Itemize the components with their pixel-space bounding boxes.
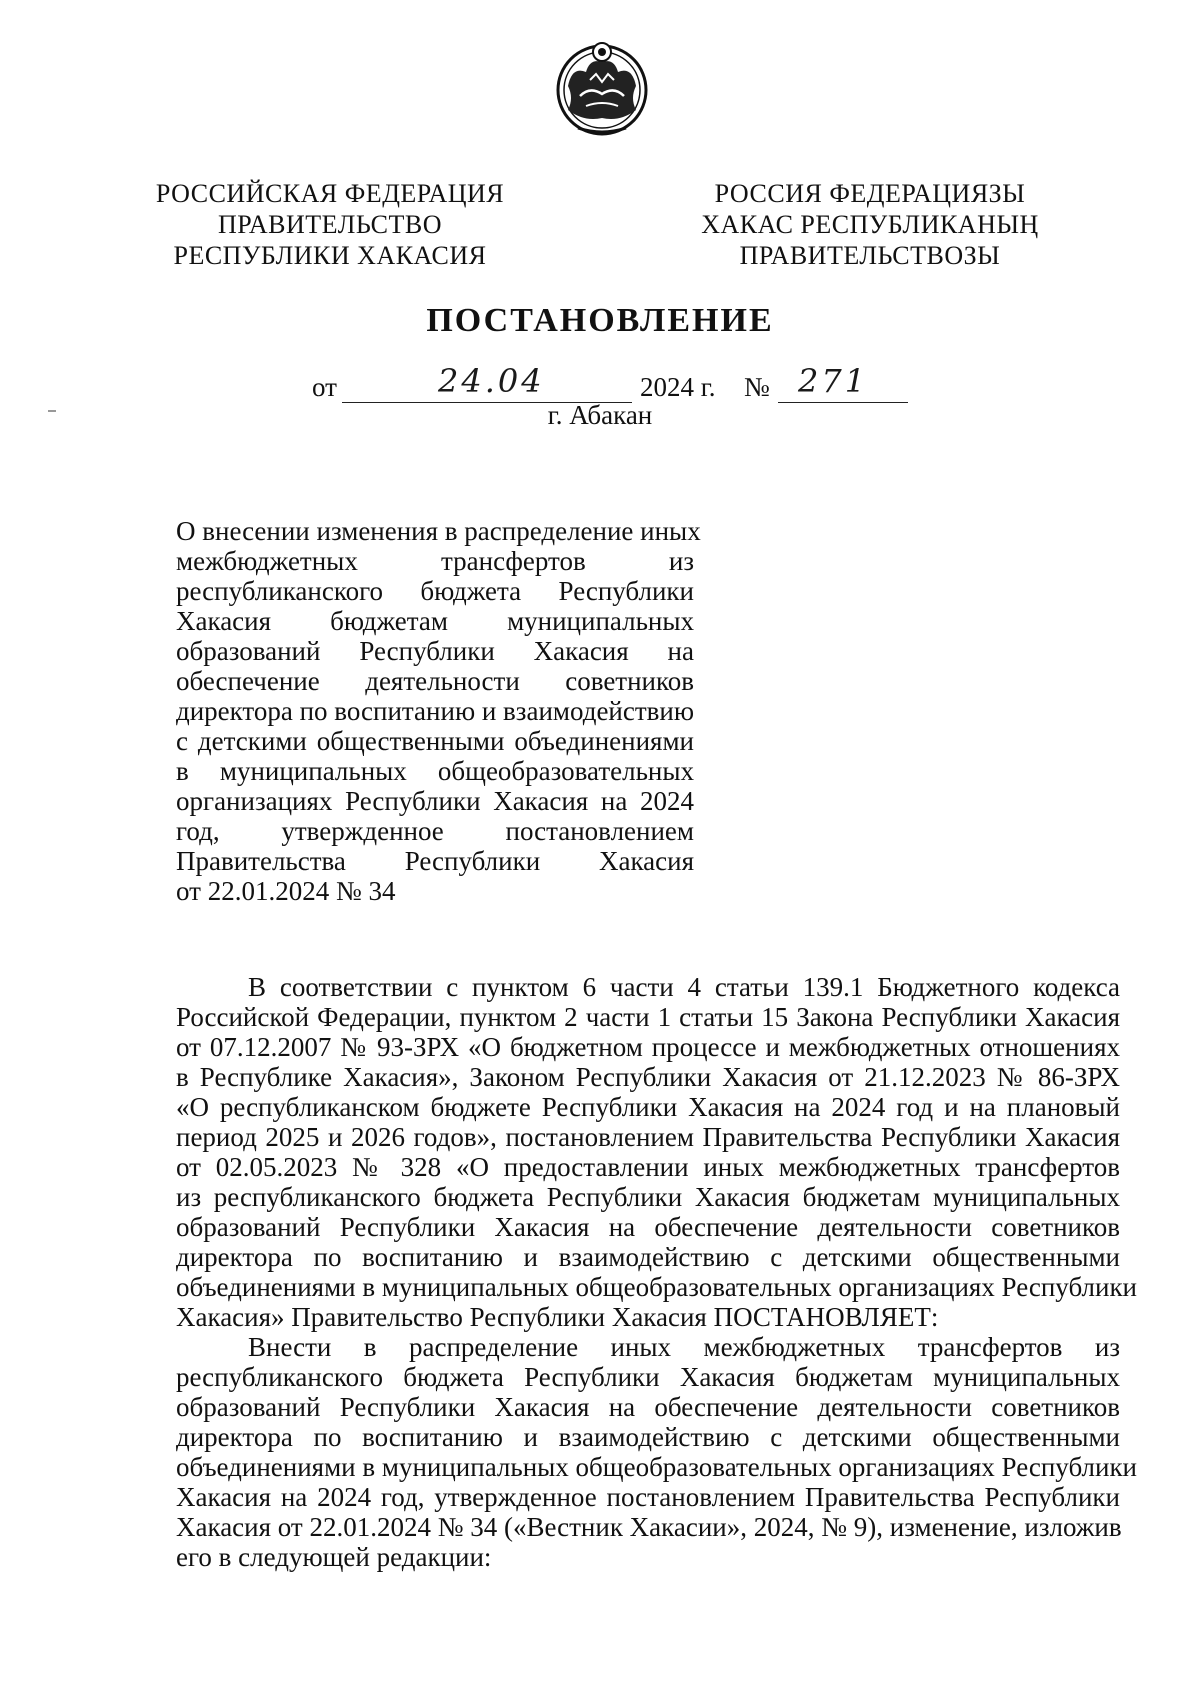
paragraph-resolution xyxy=(176,1332,1138,1572)
paragraph-preamble xyxy=(176,972,1138,1332)
header-left-line: РОССИЙСКАЯ ФЕДЕРАЦИЯ xyxy=(155,179,505,208)
subject-line: организациях Республики Хакасия на 2024 xyxy=(176,786,694,816)
paragraph-line: Российской Федерации, пунктом 2 части 1 статьи 15 Закона Республики Хакасия xyxy=(176,1002,1120,1032)
paragraph-line: в Республике Хакасия», Законом Республики Хакасия от 21.12.2023 № 86-ЗРХ xyxy=(176,1062,1120,1092)
subject-line: Хакасия бюджетам муниципальных xyxy=(176,606,694,636)
paragraph-line: Внести в распределение иных межбюджетных трансфертов из xyxy=(248,1332,1120,1362)
document-type-title: ПОСТАНОВЛЕНИЕ xyxy=(426,302,774,339)
from-label: от xyxy=(312,372,337,402)
subject-line: обеспечение деятельности советников xyxy=(176,666,694,696)
margin-mark xyxy=(48,410,56,412)
header-left xyxy=(150,178,510,271)
paragraph-line: «О республиканском бюджете Республики Хакасия на 2024 год и на плановый xyxy=(176,1092,1120,1122)
header-left-line: РЕСПУБЛИКИ ХАКАСИЯ xyxy=(173,241,487,270)
paragraph-line: объединениями в муниципальных общеобразовательных организациях Республики xyxy=(176,1452,1138,1482)
paragraph-line: директора по воспитанию и взаимодействию с детскими общественными xyxy=(176,1242,1120,1272)
subject-line: год, утвержденное постановлением xyxy=(176,816,694,846)
subject-line: с детскими общественными объединениями xyxy=(176,726,694,756)
header-left-line: ПРАВИТЕЛЬСТВО xyxy=(218,210,442,239)
header-right-line: ПРАВИТЕЛЬСТВОЗЫ xyxy=(739,241,1001,270)
header-right-line: ХАКАС РЕСПУБЛИКАНЫҢ xyxy=(701,210,1039,239)
year-label: 2024 г. xyxy=(640,372,716,402)
header-right-line: РОССИЯ ФЕДЕРАЦИЯЗЫ xyxy=(714,179,1026,208)
paragraph-line: от 02.05.2023 № 328 «О предоставлении иных межбюджетных трансфертов xyxy=(176,1152,1120,1182)
subject-line: О внесении изменения в распределение иных xyxy=(176,516,701,546)
subject-line: межбюджетных трансфертов из xyxy=(176,546,694,576)
paragraph-line: его в следующей редакции: xyxy=(176,1542,492,1572)
number-sign: № xyxy=(744,372,770,402)
subject-line: республиканского бюджета Республики xyxy=(176,576,694,606)
paragraph-line: из республиканского бюджета Республики Хакасия бюджетам муниципальных xyxy=(176,1182,1120,1212)
subject-line: от 22.01.2024 № 34 xyxy=(176,876,396,906)
paragraph-line: Хакасия от 22.01.2024 № 34 («Вестник Хакасии», 2024, № 9), изменение, изложив xyxy=(176,1512,1122,1542)
subject-line: образований Республики Хакасия на xyxy=(176,636,694,666)
date-number-line xyxy=(312,362,912,404)
paragraph-line: период 2025 и 2026 годов», постановлением Правительства Республики Хакасия xyxy=(176,1122,1120,1152)
header-right xyxy=(680,178,1060,271)
city-label: г. Абакан xyxy=(547,400,653,430)
paragraph-line: объединениями в муниципальных общеобразовательных организациях Республики xyxy=(176,1272,1138,1302)
paragraph-line: от 07.12.2007 № 93-ЗРХ «О бюджетном процессе и межбюджетных отношениях xyxy=(176,1032,1120,1062)
paragraph-line: образований Республики Хакасия на обеспечение деятельности советников xyxy=(176,1392,1120,1422)
subject-line: в муниципальных общеобразовательных xyxy=(176,756,694,786)
paragraph-line: образований Республики Хакасия на обеспечение деятельности советников xyxy=(176,1212,1120,1242)
paragraph-line: Хакасия на 2024 год, утвержденное постановлением Правительства Республики xyxy=(176,1482,1120,1512)
coat-of-arms-emblem xyxy=(550,36,654,140)
paragraph-line: директора по воспитанию и взаимодействию с детскими общественными xyxy=(176,1422,1120,1452)
paragraph-line: республиканского бюджета Республики Хакасия бюджетам муниципальных xyxy=(176,1362,1120,1392)
paragraph-line: Хакасия» Правительство Республики Хакасия ПОСТАНОВЛЯЕТ: xyxy=(176,1302,939,1332)
paragraph-line: В соответствии с пунктом 6 части 4 статьи 139.1 Бюджетного кодекса xyxy=(248,972,1120,1002)
handwritten-number: 271 xyxy=(798,362,869,400)
handwritten-date: 24.04 xyxy=(438,362,545,400)
subject-line: Правительства Республики Хакасия xyxy=(176,846,694,876)
subject-line: директора по воспитанию и взаимодействию xyxy=(176,696,695,726)
document-subject xyxy=(176,516,701,906)
